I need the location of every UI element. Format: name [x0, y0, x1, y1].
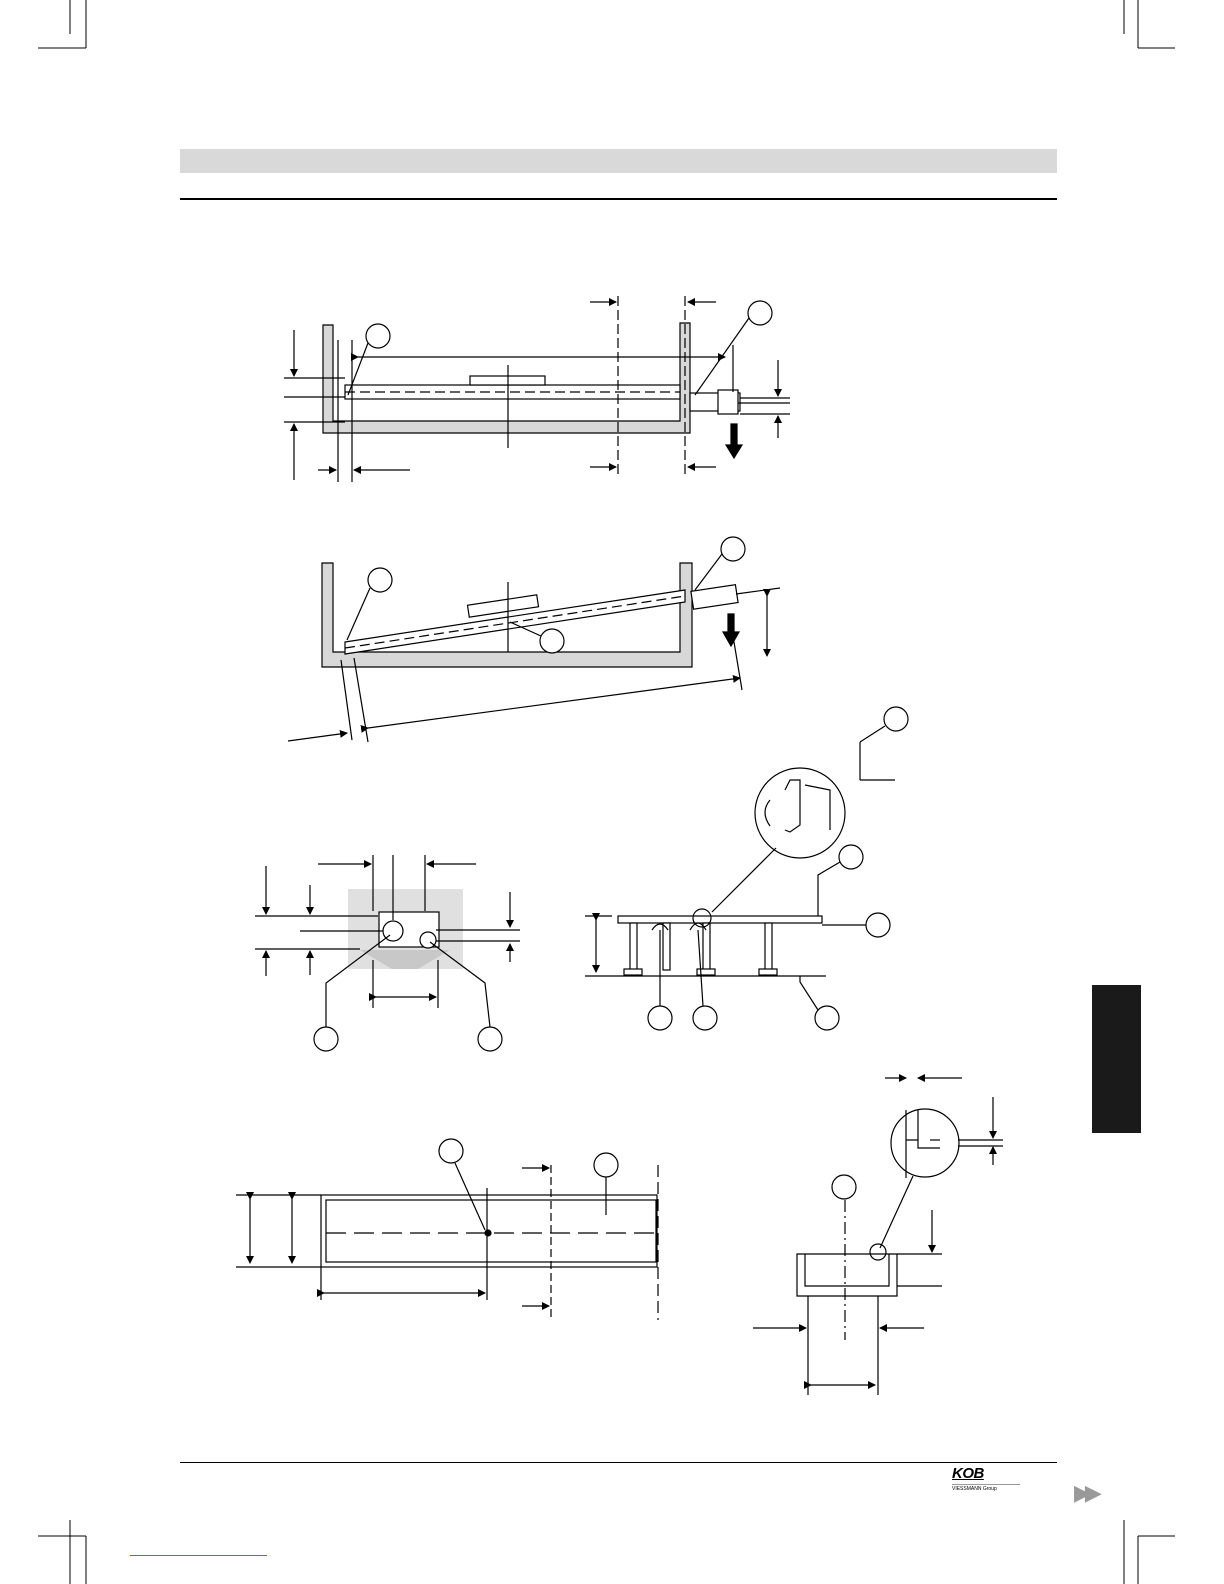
fig-pipe-outlet-detail [255, 855, 520, 1051]
fig-inclined-section [288, 537, 780, 742]
fig-support-frame-detail [585, 707, 908, 1030]
callout-circle [366, 324, 390, 348]
callout-circle [866, 913, 890, 937]
crop-marks [38, 0, 1175, 1584]
callout-circle [594, 1153, 618, 1177]
callout-circle [839, 845, 863, 869]
support-beam [618, 916, 822, 923]
callout-circle [748, 301, 772, 325]
callout-circle [439, 1139, 463, 1163]
callout-circle [693, 1006, 717, 1030]
callout-circle [540, 629, 564, 653]
fig-top-horizontal-section [284, 296, 790, 482]
callout-circle [648, 1006, 672, 1030]
detail-magnifier [891, 1109, 959, 1177]
callout-circle [368, 568, 392, 592]
channel-body [797, 1254, 897, 1296]
fig-channel-cross-section [753, 1078, 1003, 1395]
callout-circle [478, 1027, 502, 1051]
callout-circle [832, 1175, 856, 1199]
next-page-icon[interactable]: ▶▶ [1074, 1480, 1096, 1505]
callout-circle [815, 1006, 839, 1030]
brand-group: VIESSMANN Group [952, 1484, 1020, 1492]
callout-circle [884, 707, 908, 731]
callout-circle [721, 537, 745, 561]
fig-plan-view [236, 1139, 660, 1320]
callout-circle [314, 1027, 338, 1051]
brand-name: KOB [952, 1465, 984, 1482]
